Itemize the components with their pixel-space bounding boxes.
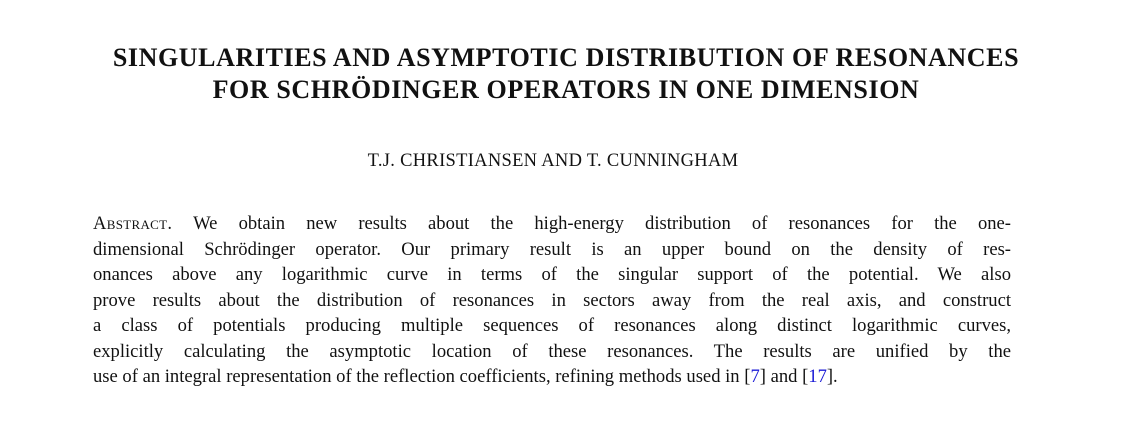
paper-authors: T.J. CHRISTIANSEN AND T. CUNNINGHAM [367,151,739,171]
abstract-line-7-text-c: ]. [826,366,838,387]
abstract-line-7-text-b: ] and [ [759,366,809,387]
abstract-label: Abstract. [93,213,173,234]
paper-title [0,42,1132,106]
abstract-line-3: onances above any logarithmic curve in terms of the singular support of the potential. We also [93,264,1011,285]
paper-title-line-1: SINGULARITIES AND ASYMPTOTIC DISTRIBUTION OF RESONANCES [112,43,1020,72]
abstract-line-5: a class of potentials producing multiple sequences of resonances along distinct logarithmic curves, [93,315,1011,336]
citation-link-17[interactable]: 17 [808,366,827,387]
abstract-line-7 [93,364,1011,390]
abstract-line-7-text-a: use of an integral representation of the reflection coefficients, refining methods used in [ [93,366,751,387]
abstract-line-2: dimensional Schrödinger operator. Our primary result is an upper bound on the density of res- [93,238,1011,260]
abstract-line-1 [93,211,1011,237]
abstract-line-6: explicitly calculating the asymptotic location of these resonances. The results are unified by the [93,340,1011,362]
paper-abstract [93,211,1011,390]
paper-title-line-2: FOR SCHRÖDINGER OPERATORS IN ONE DIMENSION [212,75,920,104]
abstract-line-1-text: We obtain new results about the high-energy distribution of resonances for the one- [193,213,1012,234]
citation-link-7[interactable]: 7 [750,366,760,387]
abstract-line-4: prove results about the distribution of resonances in sectors away from the real axis, and construct [93,289,1011,311]
